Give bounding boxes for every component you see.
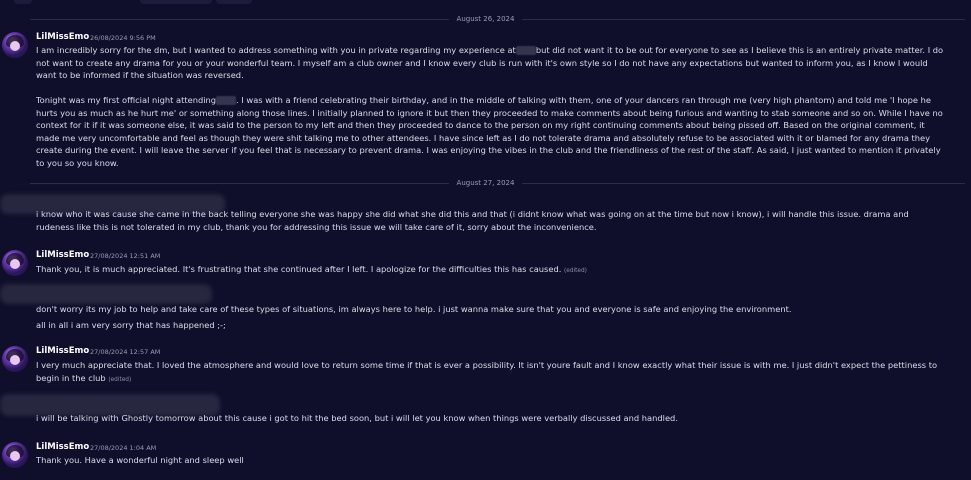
avatar[interactable] bbox=[2, 250, 28, 276]
message-text: I very much appreciate that. I loved the atmosphere and would love to return some time if that is ever a possibility. It isn't youre fault and I know exactly what their issue is with me. I just didn't expect the pettiness to begin in the club bbox=[36, 360, 938, 383]
date-divider bbox=[0, 177, 971, 189]
message-text: . I was with a friend celebrating their birthday, and in the middle of talking with them, one of your dancers ran through me (very high phantom) and told me 'I hope he hurts you as much as he hurt me' or something along those lines. I initially planned to ignore it but then they proceeded to make comments about being furious and wanting to stab someone and so on. While I have no context for it if it was someone else, it was said to the person to my left and then they proceeded to dance to the person on my right continuing comments about being pissed off. Based on the original comment, it made me very uncomfortable and feel as though they were shit talking me to other attendees. I have since left as I do not tolerate drama and absolutely refuse to be associated with it or blamed for any drama they create during the event. I will leave the server if you feel that is necessary to prevent drama. I was enjoying the vibes in the club and the friendliness of the rest of the staff. As said, I just wanted to mention it privately to you so you know. bbox=[36, 95, 943, 168]
message-body: i will be talking with Ghostly tomorrow about this cause i got to hit the bed soon, but i will let you know when things were verbally discussed and handled. bbox=[36, 413, 678, 423]
message-timestamp: 27/08/2024 1:04 AM bbox=[90, 444, 157, 452]
message-body: i know who it was cause she came in the back telling everyone she was happy she did what she did this and that (i didnt know what was going on at the time but now i know), i will handle this issue. drama and rudeness like this is not tolerated in my club, thank you for addressing this issue we will take care of it, sorry about the inconvenience. bbox=[36, 209, 909, 232]
avatar[interactable] bbox=[2, 442, 28, 468]
message-body bbox=[36, 359, 944, 386]
toolbar-tab[interactable] bbox=[140, 0, 212, 4]
edited-tag: (edited) bbox=[564, 268, 587, 274]
date-divider-label: August 27, 2024 bbox=[449, 177, 523, 189]
message-text: Tonight was my first official night attending bbox=[36, 95, 217, 105]
message-paragraph bbox=[36, 44, 944, 82]
message-timestamp: 27/08/2024 12:51 AM bbox=[90, 252, 161, 260]
message-body: don't worry its my job to help and take care of these types of situations, im always here to help. i just wanna make sure that you and everyone is safe and enjoying the environment. bbox=[36, 304, 792, 314]
redacted-block bbox=[516, 46, 536, 55]
author-name[interactable]: LilMissEmo bbox=[36, 32, 90, 42]
message-body bbox=[36, 263, 944, 278]
redacted-block bbox=[216, 96, 236, 105]
avatar[interactable] bbox=[2, 32, 28, 58]
author-name[interactable]: LilMissEmo bbox=[36, 442, 90, 452]
message-text: I am incredibly sorry for the dm, but I wanted to address something with you in private regarding my experience at bbox=[36, 45, 516, 55]
toolbar-tab[interactable] bbox=[216, 0, 252, 4]
author-name[interactable]: LilMissEmo bbox=[36, 250, 90, 260]
message-timestamp: 27/08/2024 12:57 AM bbox=[90, 348, 161, 356]
edited-tag: (edited) bbox=[108, 376, 132, 383]
redacted-author bbox=[0, 284, 212, 304]
date-divider bbox=[0, 13, 971, 25]
message-text: Thank you, it is much appreciated. It's frustrating that she continued after I left. I apologize for the difficulties this has caused. bbox=[36, 264, 562, 274]
message-paragraph bbox=[36, 94, 944, 169]
message-timestamp: 26/08/2024 9:56 PM bbox=[90, 34, 156, 42]
avatar[interactable] bbox=[2, 346, 28, 372]
date-divider-label: August 26, 2024 bbox=[449, 13, 523, 25]
message-body bbox=[36, 44, 944, 169]
top-toolbar bbox=[0, 0, 971, 6]
message-body: Thank you. Have a wonderful night and sleep well bbox=[36, 455, 244, 465]
message-text: but did not want it to be out for everyone to see as I believe this is an entirely private matter. I do not want to create any drama for you or your wonderful team. I myself am a club owner and I know every club is run with it's own style so I do not have any expectations but wanted to inform you, as I know I would want to be informed if the situation was reversed. bbox=[36, 45, 944, 80]
toolbar-icon[interactable] bbox=[14, 0, 32, 4]
author-name[interactable]: LilMissEmo bbox=[36, 346, 90, 356]
message-body: all in all i am very sorry that has happened ;-; bbox=[36, 320, 226, 330]
